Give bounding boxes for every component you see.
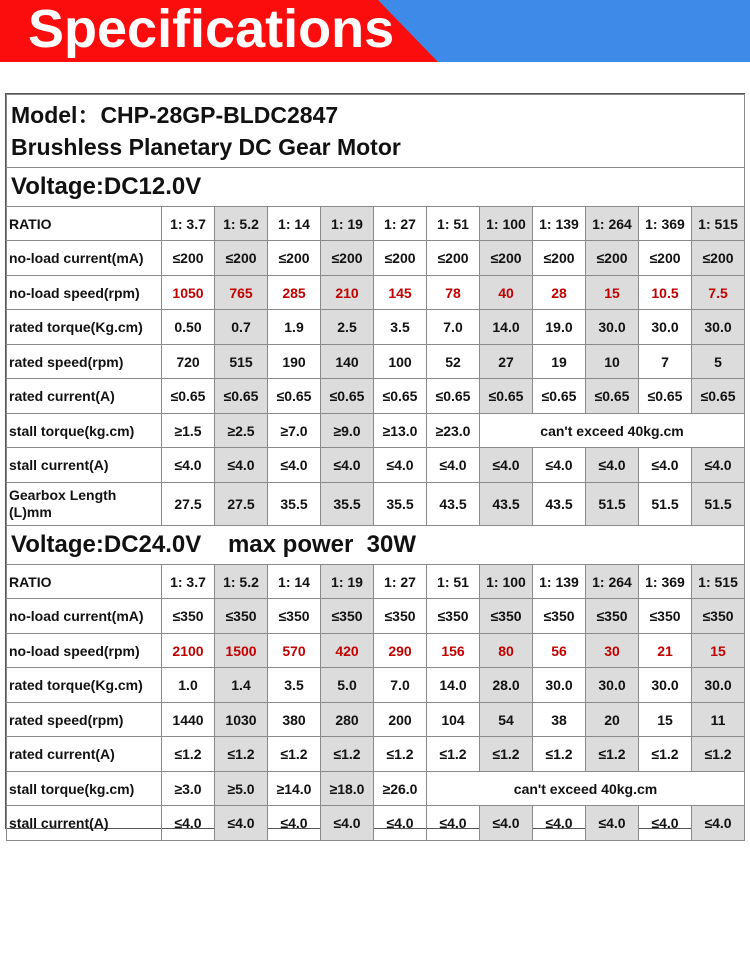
value-cell: 1: 19	[321, 207, 374, 241]
spec-row	[7, 448, 745, 483]
row-label: RATIO	[7, 207, 162, 241]
value-cell: 78	[427, 276, 480, 310]
value-cell: ≤200	[480, 241, 533, 276]
value-cell: ≤4.0	[374, 448, 427, 483]
value-cell: 1: 369	[639, 207, 692, 241]
banner-title: Specifications	[28, 0, 395, 59]
value-cell: ≤4.0	[374, 806, 427, 841]
value-cell: 1: 19	[321, 565, 374, 599]
value-cell: 1: 27	[374, 565, 427, 599]
value-cell: 43.5	[427, 483, 480, 526]
value-cell: 280	[321, 703, 374, 737]
value-cell: ≤0.65	[268, 379, 321, 414]
spec-row	[7, 634, 745, 668]
value-cell: 1: 100	[480, 207, 533, 241]
value-cell: 14.0	[480, 310, 533, 345]
value-cell: 1.9	[268, 310, 321, 345]
value-cell: ≤200	[268, 241, 321, 276]
spec-table	[6, 94, 745, 841]
value-cell: 145	[374, 276, 427, 310]
value-cell: 1: 100	[480, 565, 533, 599]
value-cell: ≥3.0	[162, 772, 215, 806]
value-cell: ≤4.0	[480, 806, 533, 841]
row-label: rated torque(Kg.cm)	[7, 310, 162, 345]
value-cell: 30.0	[692, 668, 745, 703]
value-cell: ≤350	[374, 599, 427, 634]
value-cell: ≤0.65	[162, 379, 215, 414]
value-cell: 7.0	[374, 668, 427, 703]
value-cell: 51.5	[586, 483, 639, 526]
value-cell: 43.5	[533, 483, 586, 526]
value-cell: 7.5	[692, 276, 745, 310]
value-cell: 1: 139	[533, 565, 586, 599]
spec-row	[7, 703, 745, 737]
row-label: no-load current(mA)	[7, 241, 162, 276]
value-cell: 27.5	[215, 483, 268, 526]
value-cell: ≤350	[215, 599, 268, 634]
value-cell: ≤0.65	[586, 379, 639, 414]
value-cell: 40	[480, 276, 533, 310]
value-cell: ≤4.0	[215, 448, 268, 483]
value-cell: 21	[639, 634, 692, 668]
value-cell: 43.5	[480, 483, 533, 526]
value-cell: ≤200	[374, 241, 427, 276]
value-cell: 52	[427, 345, 480, 379]
row-label: no-load speed(rpm)	[7, 634, 162, 668]
value-cell: ≤200	[215, 241, 268, 276]
value-cell: ≤4.0	[692, 448, 745, 483]
value-cell: ≤350	[586, 599, 639, 634]
row-label: no-load current(mA)	[7, 599, 162, 634]
value-cell: 5	[692, 345, 745, 379]
value-cell: 380	[268, 703, 321, 737]
value-cell: 56	[533, 634, 586, 668]
value-cell: ≤200	[639, 241, 692, 276]
value-cell: 1: 51	[427, 565, 480, 599]
value-cell: ≤0.65	[215, 379, 268, 414]
value-cell: 515	[215, 345, 268, 379]
value-cell: 156	[427, 634, 480, 668]
model-line: Model：CHP-28GP-BLDC2847	[11, 102, 339, 128]
value-cell: 27.5	[162, 483, 215, 526]
banner-blue-band	[378, 0, 750, 62]
spec-row	[7, 483, 745, 526]
row-label: no-load speed(rpm)	[7, 276, 162, 310]
spec-row	[7, 565, 745, 599]
value-cell: 1: 14	[268, 207, 321, 241]
value-cell: 51.5	[639, 483, 692, 526]
value-cell: 1: 369	[639, 565, 692, 599]
value-cell: ≤0.65	[533, 379, 586, 414]
value-cell: ≤350	[162, 599, 215, 634]
spec-row	[7, 345, 745, 379]
value-cell: ≥18.0	[321, 772, 374, 806]
value-cell: ≤4.0	[533, 448, 586, 483]
value-cell: 1: 139	[533, 207, 586, 241]
spec-row	[7, 772, 745, 806]
value-cell: 1: 264	[586, 565, 639, 599]
value-cell: ≤350	[533, 599, 586, 634]
value-cell: 1: 3.7	[162, 207, 215, 241]
value-cell: ≤0.65	[374, 379, 427, 414]
value-cell: 35.5	[374, 483, 427, 526]
row-label: RATIO	[7, 565, 162, 599]
value-cell: 11	[692, 703, 745, 737]
value-cell: 30.0	[586, 668, 639, 703]
value-cell: 20	[586, 703, 639, 737]
value-cell: 290	[374, 634, 427, 668]
value-cell: 210	[321, 276, 374, 310]
stall-torque-note: can't exceed 40kg.cm	[427, 772, 745, 806]
value-cell: 285	[268, 276, 321, 310]
row-label: rated current(A)	[7, 379, 162, 414]
value-cell: ≤200	[321, 241, 374, 276]
row-label: rated torque(Kg.cm)	[7, 668, 162, 703]
value-cell: 30.0	[639, 668, 692, 703]
value-cell: 2100	[162, 634, 215, 668]
value-cell: 19.0	[533, 310, 586, 345]
model-header-row	[7, 95, 745, 168]
value-cell: ≤1.2	[268, 737, 321, 772]
value-cell: ≤0.65	[427, 379, 480, 414]
section2-voltage-row	[7, 526, 745, 565]
value-cell: ≤1.2	[692, 737, 745, 772]
value-cell: 80	[480, 634, 533, 668]
spec-row	[7, 207, 745, 241]
value-cell: 1: 27	[374, 207, 427, 241]
value-cell: ≤1.2	[374, 737, 427, 772]
value-cell: 1.4	[215, 668, 268, 703]
value-cell: ≤350	[692, 599, 745, 634]
row-label: stall current(A)	[7, 806, 162, 841]
value-cell: ≤350	[427, 599, 480, 634]
value-cell: ≤4.0	[321, 806, 374, 841]
value-cell: 15	[692, 634, 745, 668]
row-label: stall torque(kg.cm)	[7, 414, 162, 448]
value-cell: 30.0	[692, 310, 745, 345]
value-cell: ≤1.2	[427, 737, 480, 772]
value-cell: 1: 515	[692, 565, 745, 599]
value-cell: 720	[162, 345, 215, 379]
row-label: rated speed(rpm)	[7, 345, 162, 379]
specifications-banner	[0, 0, 750, 62]
spec-sheet	[5, 93, 745, 829]
voltage-title: Voltage:DC24.0V max power 30W	[7, 526, 745, 565]
value-cell: 30.0	[533, 668, 586, 703]
row-label: rated current(A)	[7, 737, 162, 772]
row-label: rated speed(rpm)	[7, 703, 162, 737]
model-header-cell	[7, 95, 745, 168]
spec-row	[7, 276, 745, 310]
spec-row	[7, 414, 745, 448]
value-cell: 27	[480, 345, 533, 379]
value-cell: 30.0	[586, 310, 639, 345]
value-cell: 1: 3.7	[162, 565, 215, 599]
value-cell: ≤4.0	[427, 806, 480, 841]
value-cell: 1: 264	[586, 207, 639, 241]
value-cell: ≤1.2	[533, 737, 586, 772]
value-cell: ≤1.2	[639, 737, 692, 772]
value-cell: 1.0	[162, 668, 215, 703]
value-cell: 1440	[162, 703, 215, 737]
value-cell: ≤200	[586, 241, 639, 276]
value-cell: 19	[533, 345, 586, 379]
value-cell: 7.0	[427, 310, 480, 345]
value-cell: ≤4.0	[480, 448, 533, 483]
value-cell: ≤4.0	[215, 806, 268, 841]
value-cell: 51.5	[692, 483, 745, 526]
value-cell: 190	[268, 345, 321, 379]
spec-row	[7, 806, 745, 841]
value-cell: ≥14.0	[268, 772, 321, 806]
value-cell: 2.5	[321, 310, 374, 345]
value-cell: 28	[533, 276, 586, 310]
value-cell: 15	[639, 703, 692, 737]
value-cell: ≤0.65	[321, 379, 374, 414]
value-cell: ≤4.0	[427, 448, 480, 483]
value-cell: 15	[586, 276, 639, 310]
value-cell: ≥9.0	[321, 414, 374, 448]
value-cell: 35.5	[321, 483, 374, 526]
value-cell: 100	[374, 345, 427, 379]
value-cell: 104	[427, 703, 480, 737]
value-cell: 30.0	[639, 310, 692, 345]
value-cell: ≤0.65	[480, 379, 533, 414]
spec-row	[7, 737, 745, 772]
value-cell: ≤1.2	[162, 737, 215, 772]
value-cell: 10.5	[639, 276, 692, 310]
spec-row	[7, 668, 745, 703]
value-cell: 7	[639, 345, 692, 379]
value-cell: ≤1.2	[480, 737, 533, 772]
value-cell: 0.7	[215, 310, 268, 345]
value-cell: ≥26.0	[374, 772, 427, 806]
row-label: stall torque(kg.cm)	[7, 772, 162, 806]
value-cell: ≥7.0	[268, 414, 321, 448]
value-cell: 1: 51	[427, 207, 480, 241]
value-cell: 140	[321, 345, 374, 379]
value-cell: 1: 5.2	[215, 565, 268, 599]
value-cell: ≤4.0	[321, 448, 374, 483]
value-cell: 3.5	[374, 310, 427, 345]
value-cell: ≤4.0	[533, 806, 586, 841]
value-cell: ≤4.0	[692, 806, 745, 841]
stall-torque-note: can't exceed 40kg.cm	[480, 414, 745, 448]
value-cell: ≤4.0	[639, 448, 692, 483]
value-cell: ≥23.0	[427, 414, 480, 448]
value-cell: ≤1.2	[586, 737, 639, 772]
value-cell: ≤350	[268, 599, 321, 634]
value-cell: ≤350	[321, 599, 374, 634]
spec-row	[7, 379, 745, 414]
value-cell: 1: 14	[268, 565, 321, 599]
value-cell: 765	[215, 276, 268, 310]
value-cell: 30	[586, 634, 639, 668]
value-cell: 1030	[215, 703, 268, 737]
value-cell: ≥13.0	[374, 414, 427, 448]
spec-row	[7, 599, 745, 634]
value-cell: ≥2.5	[215, 414, 268, 448]
value-cell: ≤4.0	[162, 806, 215, 841]
value-cell: ≤4.0	[268, 448, 321, 483]
value-cell: 28.0	[480, 668, 533, 703]
value-cell: 200	[374, 703, 427, 737]
voltage-title: Voltage:DC12.0V	[7, 168, 745, 207]
value-cell: ≤200	[533, 241, 586, 276]
value-cell: 1500	[215, 634, 268, 668]
value-cell: ≤4.0	[586, 806, 639, 841]
value-cell: ≤0.65	[692, 379, 745, 414]
value-cell: ≤1.2	[215, 737, 268, 772]
value-cell: ≤4.0	[268, 806, 321, 841]
value-cell: 3.5	[268, 668, 321, 703]
value-cell: 38	[533, 703, 586, 737]
value-cell: 54	[480, 703, 533, 737]
value-cell: ≤200	[692, 241, 745, 276]
product-line: Brushless Planetary DC Gear Motor	[11, 134, 401, 160]
value-cell: 1: 5.2	[215, 207, 268, 241]
value-cell: ≤4.0	[586, 448, 639, 483]
value-cell: 5.0	[321, 668, 374, 703]
value-cell: 14.0	[427, 668, 480, 703]
value-cell: ≤0.65	[639, 379, 692, 414]
spec-row	[7, 241, 745, 276]
section1-voltage-row	[7, 168, 745, 207]
value-cell: ≤4.0	[639, 806, 692, 841]
value-cell: ≥1.5	[162, 414, 215, 448]
spec-row	[7, 310, 745, 345]
value-cell: 10	[586, 345, 639, 379]
value-cell: 420	[321, 634, 374, 668]
value-cell: ≥5.0	[215, 772, 268, 806]
value-cell: ≤1.2	[321, 737, 374, 772]
value-cell: 35.5	[268, 483, 321, 526]
row-label: stall current(A)	[7, 448, 162, 483]
value-cell: 0.50	[162, 310, 215, 345]
value-cell: ≤350	[480, 599, 533, 634]
value-cell: 1: 515	[692, 207, 745, 241]
value-cell: ≤200	[162, 241, 215, 276]
value-cell: 1050	[162, 276, 215, 310]
row-label: Gearbox Length (L)mm	[7, 483, 162, 526]
value-cell: ≤200	[427, 241, 480, 276]
value-cell: ≤350	[639, 599, 692, 634]
value-cell: ≤4.0	[162, 448, 215, 483]
value-cell: 570	[268, 634, 321, 668]
